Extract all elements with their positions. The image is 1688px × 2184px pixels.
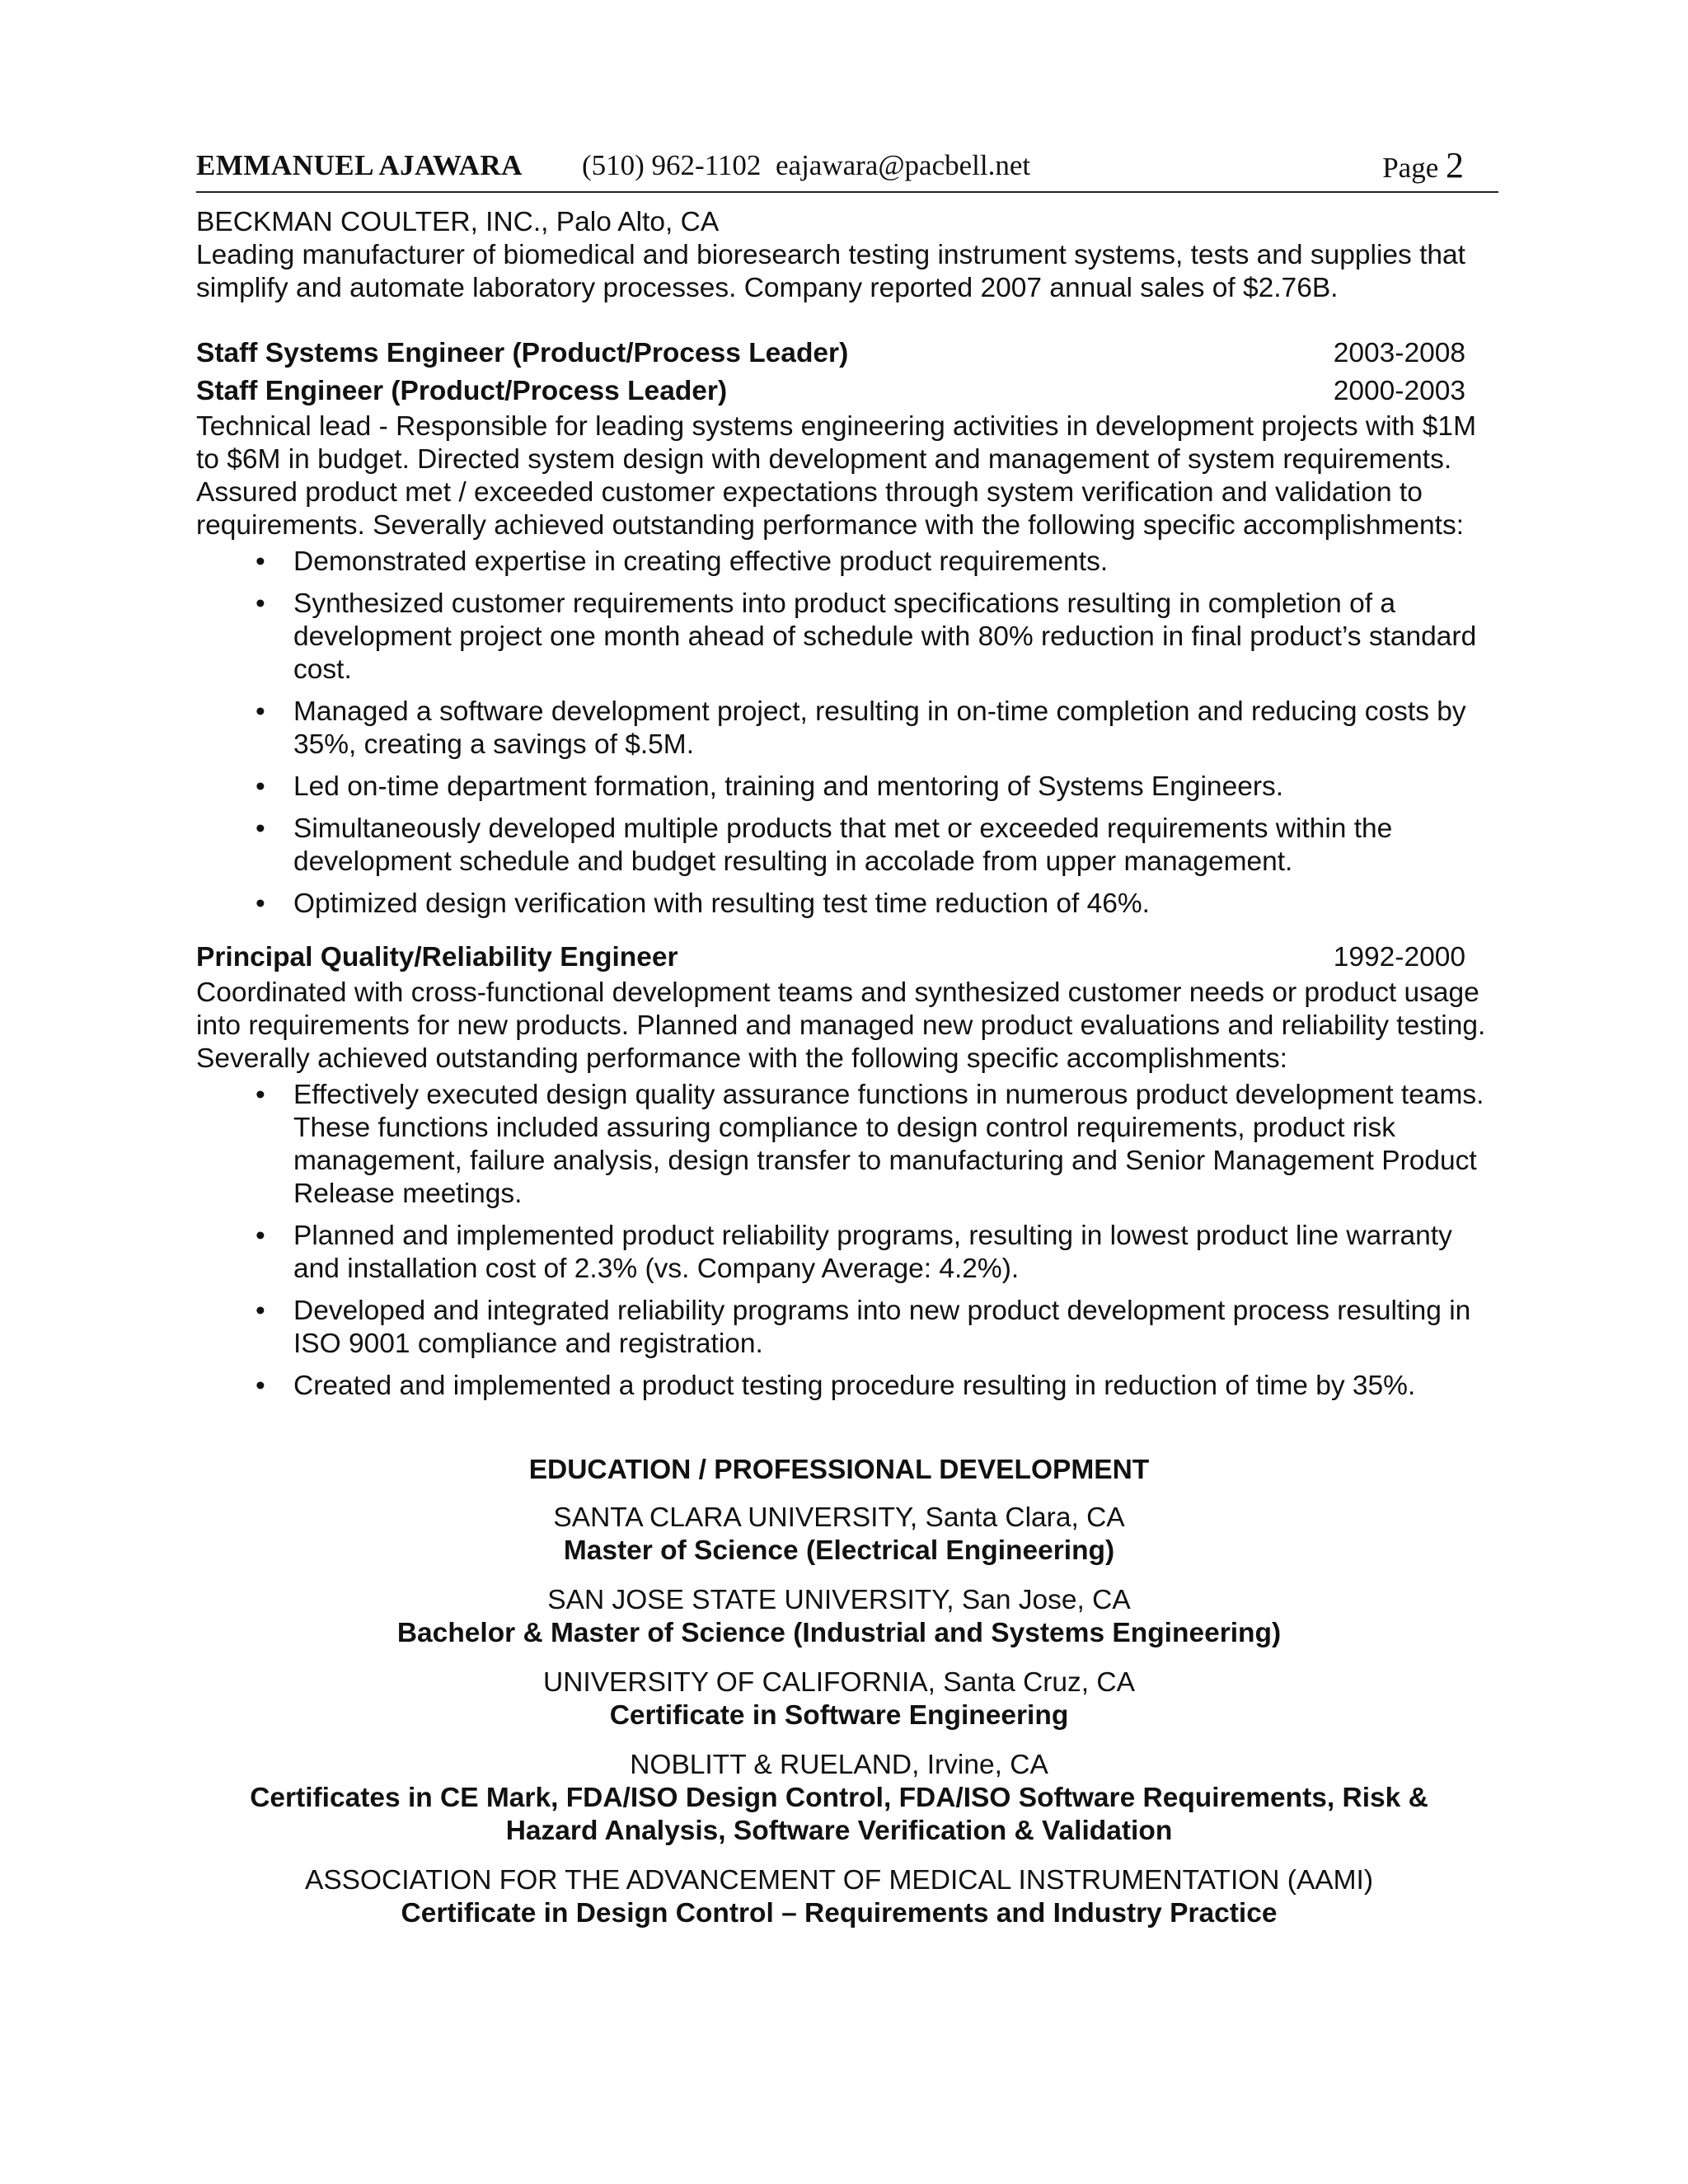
employer-description: Leading manufacturer of biomedical and bioresearch testing instrument systems, tests and supplies that simplify and automate laboratory processes. Company reported 2007 annual sales of $2.76B. [196, 240, 1465, 303]
list-item [196, 813, 1498, 879]
position-block [196, 335, 1498, 921]
bullet-icon: • [256, 1080, 265, 1110]
school-name: ASSOCIATION FOR THE ADVANCEMENT OF MEDICAL INSTRUMENTATION (AAMI) [304, 1865, 1374, 1896]
list-item-text: Planned and implemented product reliability programs, resulting in lowest product line warranty and installation cost of 2.3% (vs. Company Average: 4.2%). [293, 1221, 1452, 1284]
education-entry [196, 1666, 1482, 1732]
page-label: Page [1382, 152, 1439, 184]
position-summary: Coordinated with cross-functional development teams and synthesized customer needs or product usage into requirements for new products. Planned and managed new product evaluations and reliability testing. Severally achieved outstanding performance with the following specific accomplishments: [196, 977, 1486, 1074]
degree-title: Certificate in Software Engineering [609, 1700, 1069, 1731]
education-heading: EDUCATION / PROFESSIONAL DEVELOPMENT [528, 1455, 1150, 1485]
role-row [196, 373, 1465, 410]
list-item-text: Managed a software development project, resulting in on-time completion and reducing costs by 35%, creating a savings of $.5M. [293, 696, 1466, 760]
degree-title: Certificates in CE Mark, FDA/ISO Design Control, FDA/ISO Software Requirements, Risk & Hazard Analysis, Software Verification & Validation [250, 1783, 1428, 1846]
list-item [196, 696, 1498, 762]
role-title: Principal Quality/Reliability Engineer [196, 942, 678, 972]
school-name: SANTA CLARA UNIVERSITY, Santa Clara, CA [553, 1502, 1125, 1533]
education-entry [196, 1749, 1482, 1848]
position-block [196, 939, 1498, 1403]
list-item [196, 546, 1498, 579]
page-indicator [1382, 140, 1464, 194]
email-address: eajawara@pacbell.net [776, 149, 1031, 181]
bullet-icon: • [256, 1221, 265, 1251]
list-item-text: Created and implemented a product testing procedure resulting in reduction of time by 35%. [293, 1371, 1416, 1401]
bullet-icon: • [256, 1371, 265, 1401]
resume-page [196, 140, 1498, 1947]
position-summary: Technical lead - Responsible for leading systems engineering activities in development projects with $1M to $6M in budget. Directed system design with development and management of system requirements. Assured product met / exceeded customer expectations through system verification and validation to requirements. Severally achieved outstanding performance with the following specific accomplishments: [196, 411, 1476, 541]
role-years: 1992-2000 [1333, 942, 1465, 972]
list-item [196, 1079, 1498, 1211]
bullet-icon: • [256, 771, 265, 802]
list-item-text: Effectively executed design quality assurance functions in numerous product development teams. These functions included assuring compliance to design control requirements, product risk management, failure analysis, design transfer to manufacturing and Senior Management Product Release meetings. [293, 1080, 1484, 1209]
employer-section [196, 206, 1498, 305]
education-entry [196, 1502, 1482, 1568]
list-item [196, 888, 1498, 921]
candidate-name: EMMANUEL AJAWARA [196, 149, 523, 181]
list-item [196, 1370, 1498, 1403]
education-entry [196, 1584, 1482, 1650]
school-name: UNIVERSITY OF CALIFORNIA, Santa Cruz, CA [543, 1667, 1135, 1698]
list-item-text: Simultaneously developed multiple products that met or exceeded requirements within the development schedule and budget resulting in accolade from upper management. [293, 813, 1393, 877]
role-title: Staff Engineer (Product/Process Leader) [196, 376, 728, 406]
education-section [196, 1454, 1482, 1930]
bullet-icon: • [256, 546, 265, 577]
bullet-icon: • [256, 813, 265, 844]
role-row [196, 939, 1465, 977]
list-item-text: Led on-time department formation, training and mentoring of Systems Engineers. [293, 771, 1284, 802]
accomplishment-list [196, 546, 1498, 921]
list-item-text: Developed and integrated reliability programs into new product development process resulting in ISO 9001 compliance and registration. [293, 1296, 1471, 1359]
degree-title: Master of Science (Electrical Engineering) [563, 1535, 1115, 1566]
degree-title: Certificate in Design Control – Requirements and Industry Practice [401, 1898, 1278, 1929]
degree-title: Bachelor & Master of Science (Industrial and Systems Engineering) [396, 1618, 1282, 1648]
list-item-text: Optimized design verification with resulting test time reduction of 46%. [293, 888, 1150, 919]
list-item-text: Synthesized customer requirements into product specifications resulting in completion of a development project one month ahead of schedule with 80% reduction in final product’s standard cost. [293, 588, 1477, 685]
role-years: 2000-2003 [1333, 376, 1465, 406]
bullet-icon: • [256, 588, 265, 619]
role-years: 2003-2008 [1333, 338, 1465, 368]
employer-name: BECKMAN COULTER, INC., Palo Alto, CA [196, 207, 720, 237]
list-item [196, 1220, 1498, 1286]
role-row [196, 335, 1465, 373]
bullet-icon: • [256, 1296, 265, 1326]
list-item-text: Demonstrated expertise in creating effective product requirements. [293, 546, 1109, 577]
list-item [196, 771, 1498, 804]
bullet-icon: • [256, 888, 265, 919]
role-title: Staff Systems Engineer (Product/Process Leader) [196, 338, 849, 368]
bullet-icon: • [256, 696, 265, 727]
education-entry [196, 1864, 1482, 1930]
school-name: SAN JOSE STATE UNIVERSITY, San Jose, CA [547, 1585, 1131, 1615]
list-item [196, 588, 1498, 687]
list-item [196, 1295, 1498, 1361]
page-number: 2 [1446, 145, 1464, 185]
accomplishment-list [196, 1079, 1498, 1403]
school-name: NOBLITT & RUELAND, Irvine, CA [630, 1750, 1048, 1780]
phone-number: (510) 962-1102 [582, 149, 762, 181]
page-header [196, 140, 1498, 193]
